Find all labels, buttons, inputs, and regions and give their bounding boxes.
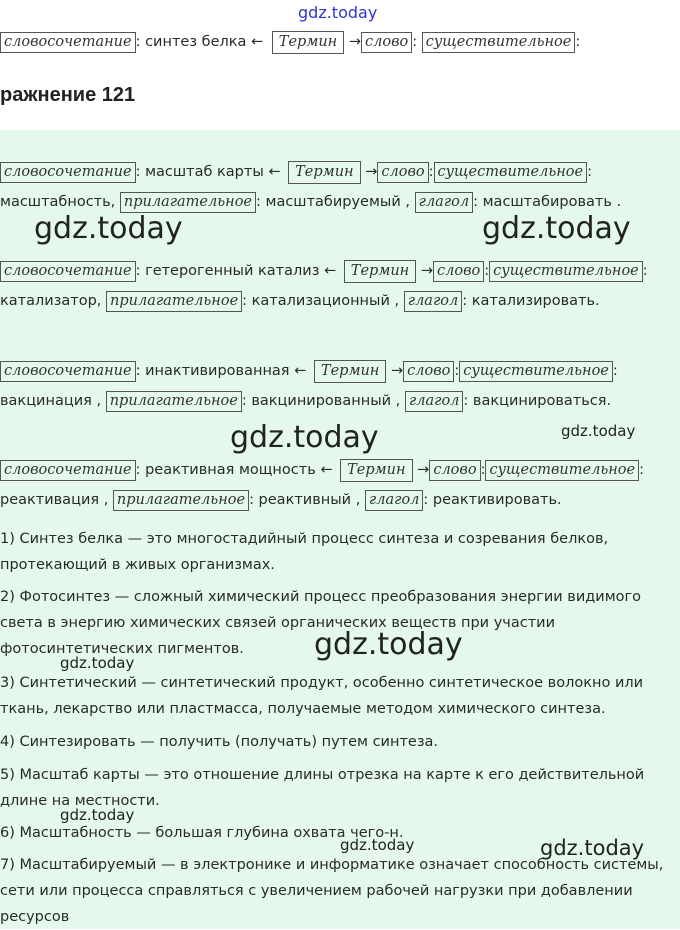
verb-box: глагол bbox=[405, 391, 464, 412]
noun-box: существительное bbox=[485, 460, 639, 481]
definition-item: 5) Масштаб карты — это отношение длины отрезка на карте к его действительной длине на местности. bbox=[0, 767, 645, 809]
watermark: gdz.today bbox=[540, 836, 645, 860]
phrase-text: : реактивная мощность ← bbox=[135, 462, 333, 478]
definition-item: 4) Синтезировать — получить (получать) путем синтеза. bbox=[0, 734, 439, 750]
noun-box: существительное bbox=[459, 361, 613, 382]
adjective-text: : реактивный , bbox=[249, 492, 361, 508]
adjective-box: прилагательное bbox=[120, 192, 256, 213]
word-combination-box: словосочетание bbox=[0, 32, 136, 53]
definition-item: 2) Фотосинтез — сложный химический процесс преобразования энергии видимого света в энергию химических связей органических веществ при участии фотосинтетических пигментов. bbox=[0, 589, 642, 657]
colon: : bbox=[612, 363, 618, 379]
word-forms-row bbox=[0, 191, 621, 213]
word-forms-row bbox=[0, 489, 562, 511]
noun-text: катализатор, bbox=[0, 293, 102, 309]
watermark: gdz.today bbox=[314, 627, 463, 662]
term-row bbox=[0, 161, 592, 184]
verb-text: : масштабировать . bbox=[473, 194, 622, 210]
adjective-text: : вакцинированный , bbox=[241, 393, 401, 409]
arrow: → bbox=[417, 462, 430, 478]
noun-text: вакцинация , bbox=[0, 393, 102, 409]
watermark: gdz.today bbox=[298, 3, 378, 22]
watermark: gdz.today bbox=[230, 420, 379, 455]
watermark: gdz.today bbox=[561, 422, 636, 440]
arrow: → bbox=[365, 164, 378, 180]
colon: : bbox=[480, 462, 486, 478]
phrase-text: : масштаб карты ← bbox=[135, 164, 281, 180]
colon: : bbox=[412, 34, 418, 50]
watermark: gdz.today bbox=[60, 806, 135, 824]
word-combination-box: словосочетание bbox=[0, 361, 136, 382]
phrase-text: : инактивированная ← bbox=[135, 363, 307, 379]
watermark: gdz.today bbox=[34, 211, 183, 246]
definition-item: 3) Синтетический — синтетический продукт, особенно синтетическое волокно или ткань, лекарство или пластмасса, получаемые методом химического синтеза. bbox=[0, 675, 644, 717]
colon: : bbox=[575, 34, 581, 50]
word-box: слово bbox=[403, 361, 454, 382]
word-box: слово bbox=[429, 460, 480, 481]
colon: : bbox=[587, 164, 593, 180]
phrase-text: : синтез белка ← bbox=[135, 34, 264, 50]
term-row bbox=[0, 360, 618, 383]
arrow: → bbox=[420, 263, 433, 279]
word-forms-row bbox=[0, 390, 611, 412]
noun-text: масштабность, bbox=[0, 194, 116, 210]
noun-text: реактивация , bbox=[0, 492, 109, 508]
verb-box: глагол bbox=[404, 291, 463, 312]
adjective-text: : масштабируемый , bbox=[256, 194, 411, 210]
word-combination-box: словосочетание bbox=[0, 162, 136, 183]
adjective-text: : катализационный , bbox=[242, 293, 400, 309]
verb-text: : реактивировать. bbox=[423, 492, 562, 508]
word-box: слово bbox=[433, 261, 484, 282]
definition-item: 7) Масштабируемый — в электронике и информатике означает способность системы, сети или процесса справляться с увеличением рабочей нагрузки при добавлении ресурсов bbox=[0, 857, 664, 925]
word-box: слово bbox=[377, 162, 428, 183]
definition-item: 6) Масштабность — большая глубина охвата чего-н. bbox=[0, 825, 404, 841]
term-box: Термин bbox=[340, 459, 412, 482]
phrase-text: : гетерогенный катализ ← bbox=[135, 263, 337, 279]
noun-box: существительное bbox=[434, 162, 588, 183]
adjective-box: прилагательное bbox=[106, 291, 242, 312]
noun-box: существительное bbox=[489, 261, 643, 282]
arrow: → bbox=[348, 34, 361, 50]
term-box: Термин bbox=[288, 161, 360, 184]
word-forms-row bbox=[0, 290, 600, 312]
watermark: gdz.today bbox=[482, 211, 631, 246]
noun-box: существительное bbox=[422, 32, 576, 53]
arrow: → bbox=[390, 363, 404, 379]
watermark: gdz.today bbox=[340, 836, 415, 854]
word-combination-box: словосочетание bbox=[0, 460, 136, 481]
term-row bbox=[0, 260, 648, 283]
verb-text: : катализировать. bbox=[462, 293, 600, 309]
term-box: Термин bbox=[344, 260, 416, 283]
adjective-box: прилагательное bbox=[106, 391, 242, 412]
colon: : bbox=[639, 462, 644, 478]
adjective-box: прилагательное bbox=[113, 490, 249, 511]
verb-box: глагол bbox=[415, 192, 474, 213]
term-box: Термин bbox=[272, 31, 344, 54]
verb-box: глагол bbox=[365, 490, 424, 511]
colon: : bbox=[428, 164, 434, 180]
word-combination-box: словосочетание bbox=[0, 261, 136, 282]
term-row-top bbox=[0, 31, 580, 54]
verb-text: : вакцинироваться. bbox=[463, 393, 612, 409]
colon: : bbox=[454, 363, 460, 379]
colon: : bbox=[642, 263, 648, 279]
exercise-heading: ражнение 121 bbox=[0, 84, 136, 106]
colon: : bbox=[484, 263, 490, 279]
word-box: слово bbox=[361, 32, 412, 53]
term-box: Термин bbox=[314, 360, 386, 383]
definition-item: 1) Синтез белка — это многостадийный процесс синтеза и созревания белков, протекающий в живых организмах. bbox=[0, 531, 609, 573]
term-row bbox=[0, 459, 644, 482]
watermark: gdz.today bbox=[60, 654, 135, 672]
